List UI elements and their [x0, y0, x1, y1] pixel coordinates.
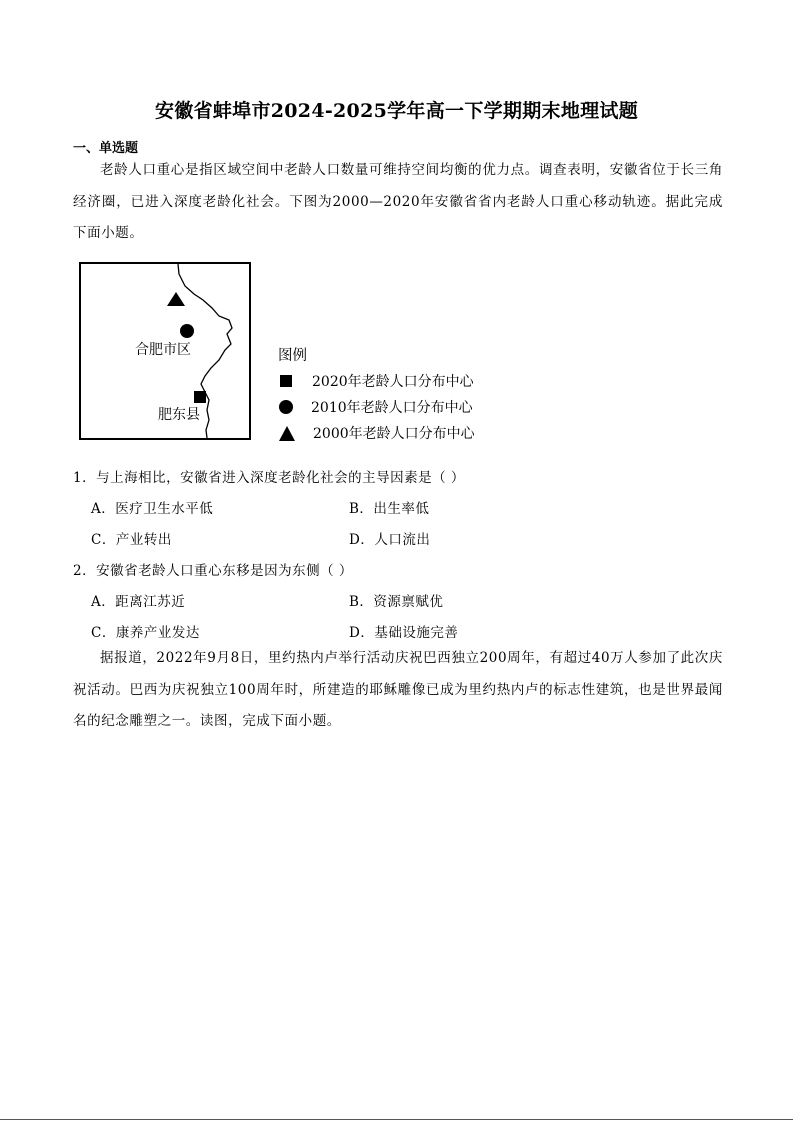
label-hefei: 合肥市区 [135, 342, 191, 358]
option-2b: B．资源禀赋优 [349, 594, 444, 610]
option-1a: A．医疗卫生水平低 [91, 501, 214, 517]
option-1b: B．出生率低 [349, 501, 430, 517]
intro-paragraph: 老龄人口重心是指区域空间中老龄人口数量可维持空间均衡的优力点。调查表明，安徽省位于长三角经济圈，已进入深度老龄化社会。下图为2000—2020年安徽省省内老龄人口重心移动轨迹。据此完成下面小题。 [73, 162, 723, 241]
legend-title: 图例 [278, 348, 307, 364]
circle-icon [180, 324, 194, 338]
legend-label: 2020年老龄人口分布中心 [312, 374, 474, 390]
legend-label: 2000年老龄人口分布中心 [313, 426, 475, 442]
trajectory-map [79, 262, 251, 440]
square-icon [194, 391, 206, 403]
question-2: 2．安徽省老龄人口重心东移是因为东侧（ ） [73, 563, 353, 579]
option-1c: C．产业转出 [91, 532, 172, 548]
legend-item-2010 [279, 398, 473, 416]
triangle-icon [167, 292, 185, 306]
page-bottom-rule [0, 1119, 793, 1120]
legend-item-2020 [279, 372, 474, 390]
option-2a: A．距离江苏近 [91, 594, 186, 610]
option-2c: C．康养产业发达 [91, 625, 200, 641]
legend-item-2000 [279, 424, 475, 442]
legend-label: 2010年老龄人口分布中心 [311, 400, 473, 416]
label-feidong: 肥东县 [158, 407, 200, 423]
section-heading: 一、单选题 [73, 141, 139, 156]
page-title: 安徽省蚌埠市2024-2025学年高一下学期期末地理试题 [154, 100, 639, 122]
option-1d: D．人口流出 [349, 532, 431, 548]
circle-icon [279, 400, 293, 414]
square-icon [280, 375, 292, 387]
option-2d: D．基础设施完善 [349, 625, 459, 641]
triangle-icon [279, 426, 295, 441]
question-1: 1．与上海相比，安徽省进入深度老龄化社会的主导因素是（ ） [73, 470, 465, 486]
second-paragraph: 据报道，2022年9月8日，里约热内卢举行活动庆祝巴西独立200周年，有超过40万人参加了此次庆祝活动。巴西为庆祝独立100周年时，所建造的耶稣雕像已成为里约热内卢的标志性建筑，也是世界最闻名的纪念雕塑之一。读图，完成下面小题。 [73, 650, 723, 729]
